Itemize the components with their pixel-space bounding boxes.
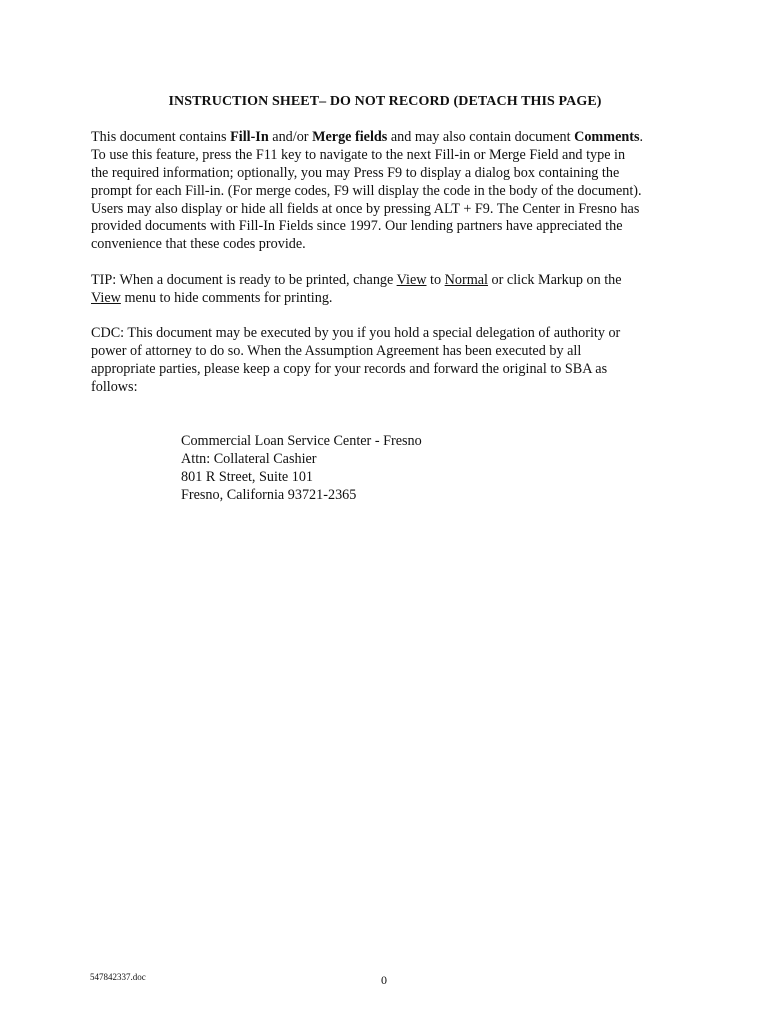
paragraph-line: power of attorney to do so. When the Assumption Agreement has been executed by all [91, 342, 582, 359]
paragraph-line [91, 272, 691, 290]
paragraph-line: appropriate parties, please keep a copy for your records and forward the original to SBA as [91, 360, 608, 377]
paragraph-line: the required information; optionally, you may Press F9 to display a dialog box containing the [91, 164, 620, 181]
paragraph-line: To use this feature, press the F11 key to navigate to the next Fill-in or Merge Field and type in [91, 146, 626, 163]
text-segment: TIP: When a document is ready to be printed, change [91, 272, 397, 288]
paragraph-line: follows: [91, 378, 138, 395]
normal-term: Normal [444, 272, 488, 288]
tip-paragraph [91, 272, 691, 308]
view-term: View [396, 272, 427, 288]
address-line: Commercial Loan Service Center - Fresno [181, 433, 422, 449]
cdc-paragraph [91, 325, 691, 397]
fill-in-instructions-paragraph [91, 129, 691, 254]
text-segment: . [639, 129, 644, 145]
fill-in-term: Fill-In [230, 129, 269, 145]
merge-fields-term: Merge fields [312, 129, 388, 145]
paragraph-line [91, 290, 691, 308]
address-line: Fresno, California 93721-2365 [181, 486, 357, 503]
text-segment: menu to hide comments for printing. [120, 289, 333, 306]
paragraph-line [91, 129, 691, 147]
comments-term: Comments [574, 129, 640, 145]
paragraph-line: CDC: This document may be executed by you if you hold a special delegation of authority or [91, 325, 621, 341]
text-segment: and/or [268, 129, 313, 145]
paragraph-line: provided documents with Fill-In Fields since 1997. Our lending partners have appreciated the [91, 218, 623, 235]
address-line: 801 R Street, Suite 101 [181, 468, 314, 485]
address-line: Attn: Collateral Cashier [181, 450, 317, 467]
text-segment: to [426, 272, 445, 288]
text-segment: and may also contain document [387, 129, 575, 145]
mailing-address [181, 433, 422, 505]
paragraph-line: prompt for each Fill-in. (For merge codes, F9 will display the code in the body of the document). [91, 182, 642, 199]
footer-filename: 547842337.doc [90, 972, 146, 982]
view-term: View [91, 289, 121, 306]
paragraph-line: Users may also display or hide all fields at once by pressing ALT + F9. The Center in Fresno has [91, 200, 640, 217]
paragraph-line: convenience that these codes provide. [91, 236, 306, 253]
page-title: INSTRUCTION SHEET– DO NOT RECORD (DETACH THIS PAGE) [168, 94, 602, 109]
text-segment: or click Markup on the [487, 272, 622, 288]
footer-page-number: 0 [381, 973, 387, 987]
text-segment: This document contains [91, 129, 231, 145]
